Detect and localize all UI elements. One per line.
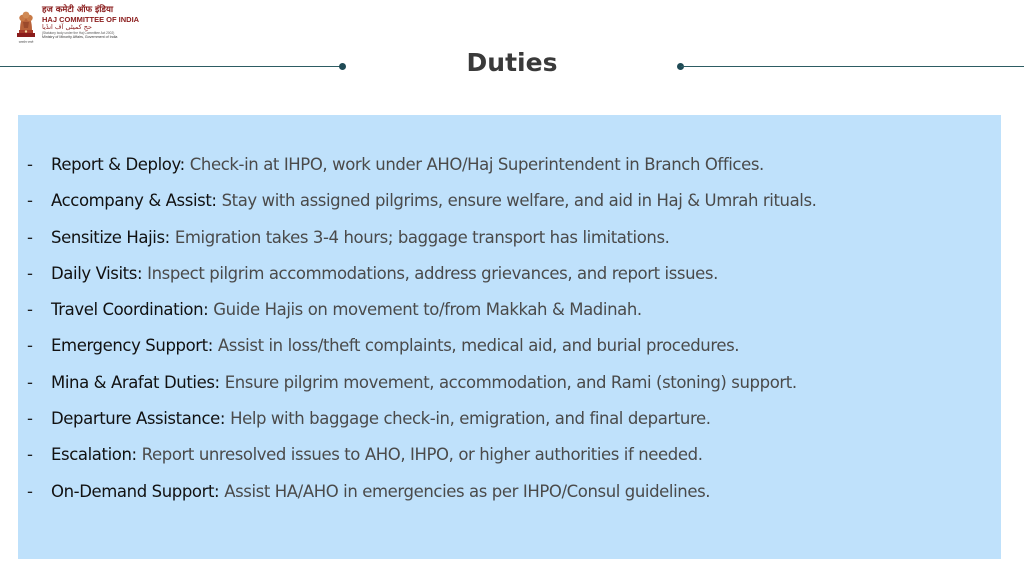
- duty-label: Mina & Arafat Duties:: [51, 372, 220, 392]
- logo-english-name: HAJ COMMITTEE OF INDIA: [42, 14, 140, 24]
- duty-text: Assist HA/AHO in emergencies as per IHPO/Consul guidelines.: [224, 481, 711, 501]
- duty-item-accompany-assist: [27, 191, 817, 227]
- bullet-dash: -: [27, 191, 33, 211]
- duty-label: Emergency Support:: [51, 336, 213, 356]
- duty-item-daily-visits: [27, 264, 817, 300]
- duty-text: Report unresolved issues to AHO, IHPO, or higher authorities if needed.: [141, 445, 703, 465]
- logo-text: [42, 6, 139, 39]
- duty-text: Inspect pilgrim accommodations, address grievances, and report issues.: [147, 263, 718, 283]
- logo-ministry: Ministry of Minority Affairs, Government of India: [42, 34, 118, 39]
- page-title: Duties: [466, 48, 558, 77]
- duty-item-escalation: [27, 445, 817, 481]
- duty-item-departure-assistance: [27, 409, 817, 445]
- bullet-dash: -: [27, 372, 33, 392]
- duty-label: Travel Coordination:: [51, 300, 209, 320]
- duty-item-on-demand-support: [27, 482, 817, 518]
- duty-label: On-Demand Support:: [51, 481, 220, 501]
- duty-item-sensitize-hajis: [27, 228, 817, 264]
- duty-text: Assist in loss/theft complaints, medical aid, and burial procedures.: [217, 336, 740, 356]
- emblem-caption: सत्यमेव जयते: [18, 40, 34, 44]
- duty-item-emergency-support: [27, 336, 817, 372]
- duty-label: Escalation:: [51, 445, 137, 465]
- duty-label: Daily Visits:: [51, 263, 143, 283]
- bullet-dash: -: [27, 263, 33, 283]
- logo-urdu-name: حج کمیٹی آف انڈیا: [42, 23, 92, 31]
- title-rule-right: [681, 66, 1024, 67]
- logo-tagline: (Statutory body under the Haj Committee Act 2002): [42, 30, 115, 35]
- bullet-dash: -: [27, 445, 33, 465]
- duty-text: Ensure pilgrim movement, accommodation, and Rami (stoning) support.: [224, 372, 797, 392]
- duty-item-travel-coordination: [27, 300, 817, 336]
- title-rule-left: [0, 66, 342, 67]
- bullet-dash: -: [27, 227, 33, 247]
- duty-text: Emigration takes 3-4 hours; baggage transport has limitations.: [174, 227, 670, 247]
- bullet-dash: -: [27, 481, 33, 501]
- national-emblem-icon: [14, 6, 38, 44]
- duty-text: Check-in at IHPO, work under AHO/Haj Superintendent in Branch Offices.: [189, 155, 764, 174]
- duty-text: Help with baggage check-in, emigration, and final departure.: [230, 409, 711, 429]
- bullet-dash: -: [27, 336, 33, 356]
- duty-item-mina-arafat: [27, 373, 817, 409]
- duty-label: Report & Deploy:: [51, 155, 185, 174]
- bullet-dash: -: [27, 409, 33, 429]
- duty-text: Guide Hajis on movement to/from Makkah & Madinah.: [213, 300, 642, 320]
- duties-list: [27, 155, 817, 518]
- duty-item-report-deploy: [27, 155, 817, 191]
- bullet-dash: -: [27, 155, 33, 174]
- logo-hindi-name: हज कमेटी ऑफ इंडिया: [42, 5, 114, 15]
- bullet-dash: -: [27, 300, 33, 320]
- duty-label: Departure Assistance:: [51, 409, 226, 429]
- duties-panel: [18, 115, 1001, 559]
- duty-label: Sensitize Hajis:: [51, 227, 170, 247]
- duty-label: Accompany & Assist:: [51, 191, 217, 211]
- title-dot-left: [339, 63, 346, 70]
- haj-committee-logo: [14, 6, 139, 44]
- duty-text: Stay with assigned pilgrims, ensure welfare, and aid in Haj & Umrah rituals.: [221, 191, 817, 211]
